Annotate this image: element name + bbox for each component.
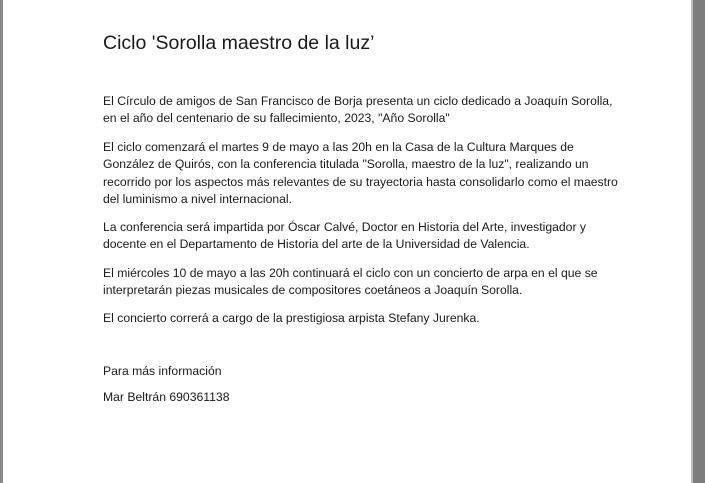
page-left-border <box>0 0 3 483</box>
paragraph-intro: El Círculo de amigos de San Francisco de Borja presenta un ciclo dedicado a Joaquín Sorolla, en el año del centenario de su fallecimiento, 2023, "Año Sorolla" <box>103 94 613 126</box>
contact-heading: Para más información <box>103 364 222 378</box>
paragraph-speaker: La conferencia será impartida por Óscar Calvé, Doctor en Historia del Arte, investigador y docente en el Departamento de Historia del arte de la Universidad de Valencia. <box>103 220 586 252</box>
paragraph-conference: El ciclo comenzará el martes 9 de mayo a las 20h en la Casa de la Cultura Marques de González de Quirós, con la conferencia titulada "Sorolla, maestro de la luz", realizando un recorrido por los aspectos más relevantes de su trayectoria hasta consolidarlo como el maestro del luminismo a nivel internacional. <box>103 140 618 207</box>
contact-line: Mar Beltrán 690361138 <box>103 390 230 404</box>
paragraph-harpist: El concierto correrá a cargo de la prestigiosa arpista Stefany Jurenka. <box>103 311 480 325</box>
page-right-border <box>693 0 705 483</box>
paragraph-concert: El miércoles 10 de mayo a las 20h continuará el ciclo con un concierto de arpa en el que se interpretarán piezas musicales de compositores coetáneos a Joaquín Sorolla. <box>103 266 598 298</box>
document-title: Ciclo 'Sorolla maestro de la luz’ <box>103 32 375 54</box>
document-body <box>103 30 623 404</box>
